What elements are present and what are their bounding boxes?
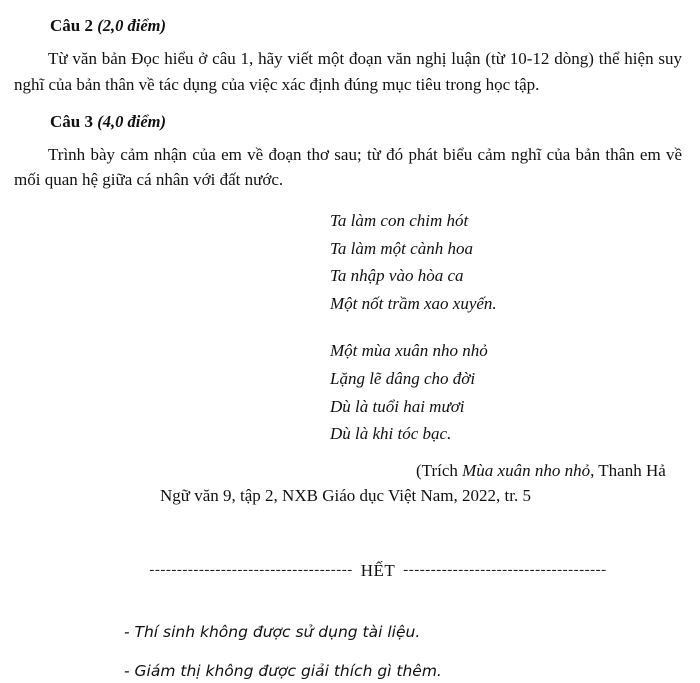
poem-source-line-2: Ngữ văn 9, tập 2, NXB Giáo dục Việt Nam, 2022, tr. 5	[160, 486, 531, 506]
note-item: - Thí sinh không được sử dụng tài liệu.	[124, 622, 421, 641]
spacer	[0, 581, 700, 607]
poem-source-line-1	[0, 458, 700, 484]
question-2-label: Câu 2	[50, 16, 93, 35]
source-author: , Thanh Hả	[590, 460, 666, 480]
poem-line: Một nốt trầm xao xuyến.	[330, 293, 497, 313]
question-3-text: Trình bày cảm nhận của em về đoạn thơ sau; từ đó phát biểu cảm nghĩ của bản thân em về mối quan hệ giữa cá nhân với đất nước.	[14, 144, 682, 190]
stanza-gap	[0, 317, 700, 337]
spacer	[0, 607, 700, 621]
source-title: Mùa xuân nho nhỏ	[462, 460, 591, 480]
note-item: - Giám thị không được giải thích gì thêm.	[124, 661, 442, 680]
spacer	[0, 193, 700, 207]
spacer	[0, 448, 700, 458]
top-spacer	[0, 0, 700, 16]
end-label: HẾT	[360, 560, 396, 580]
poem-line: Dù là khi tóc bạc.	[330, 424, 452, 444]
spacer	[14, 132, 686, 142]
poem-stanza-1	[0, 207, 700, 317]
poem-line: Ta nhập vào hòa ca	[330, 266, 464, 286]
poem-line: Ta làm con chim hót	[330, 211, 469, 231]
spacer	[0, 644, 700, 660]
source-prefix: (Trích	[416, 460, 463, 480]
poem-source	[0, 458, 700, 509]
question-2-block	[0, 16, 700, 98]
poem-line: Ta làm một cành hoa	[330, 238, 473, 258]
question-2-text: Từ văn bản Đọc hiểu ở câu 1, hãy viết một đoạn văn nghị luận (từ 10-12 dòng) thể hiện suy nghĩ của bản thân về tác dụng của việc xác định đúng mục tiêu trong học tập.	[14, 49, 682, 94]
question-3-points: (4,0 điểm)	[97, 111, 166, 131]
dashes-right: -------------------------------------	[403, 562, 607, 579]
question-3-block	[0, 112, 700, 194]
spacer	[0, 535, 700, 561]
question-3-heading	[14, 112, 686, 132]
question-2-heading	[14, 16, 686, 36]
poem-stanza-2	[0, 337, 700, 447]
question-2-points: (2,0 điểm)	[97, 16, 166, 35]
spacer	[14, 36, 686, 46]
poem-line: Một mùa xuân nho nhỏ	[330, 341, 488, 361]
poem-line: Dù là tuổi hai mươi	[330, 396, 465, 416]
dashes-left: -------------------------------------	[149, 562, 353, 579]
end-of-exam-marker	[0, 561, 700, 581]
poem-line: Lặng lẽ dâng cho đời	[330, 368, 476, 388]
spacer	[0, 509, 700, 535]
question-3-label: Câu 3	[50, 111, 93, 131]
spacer	[0, 98, 700, 112]
